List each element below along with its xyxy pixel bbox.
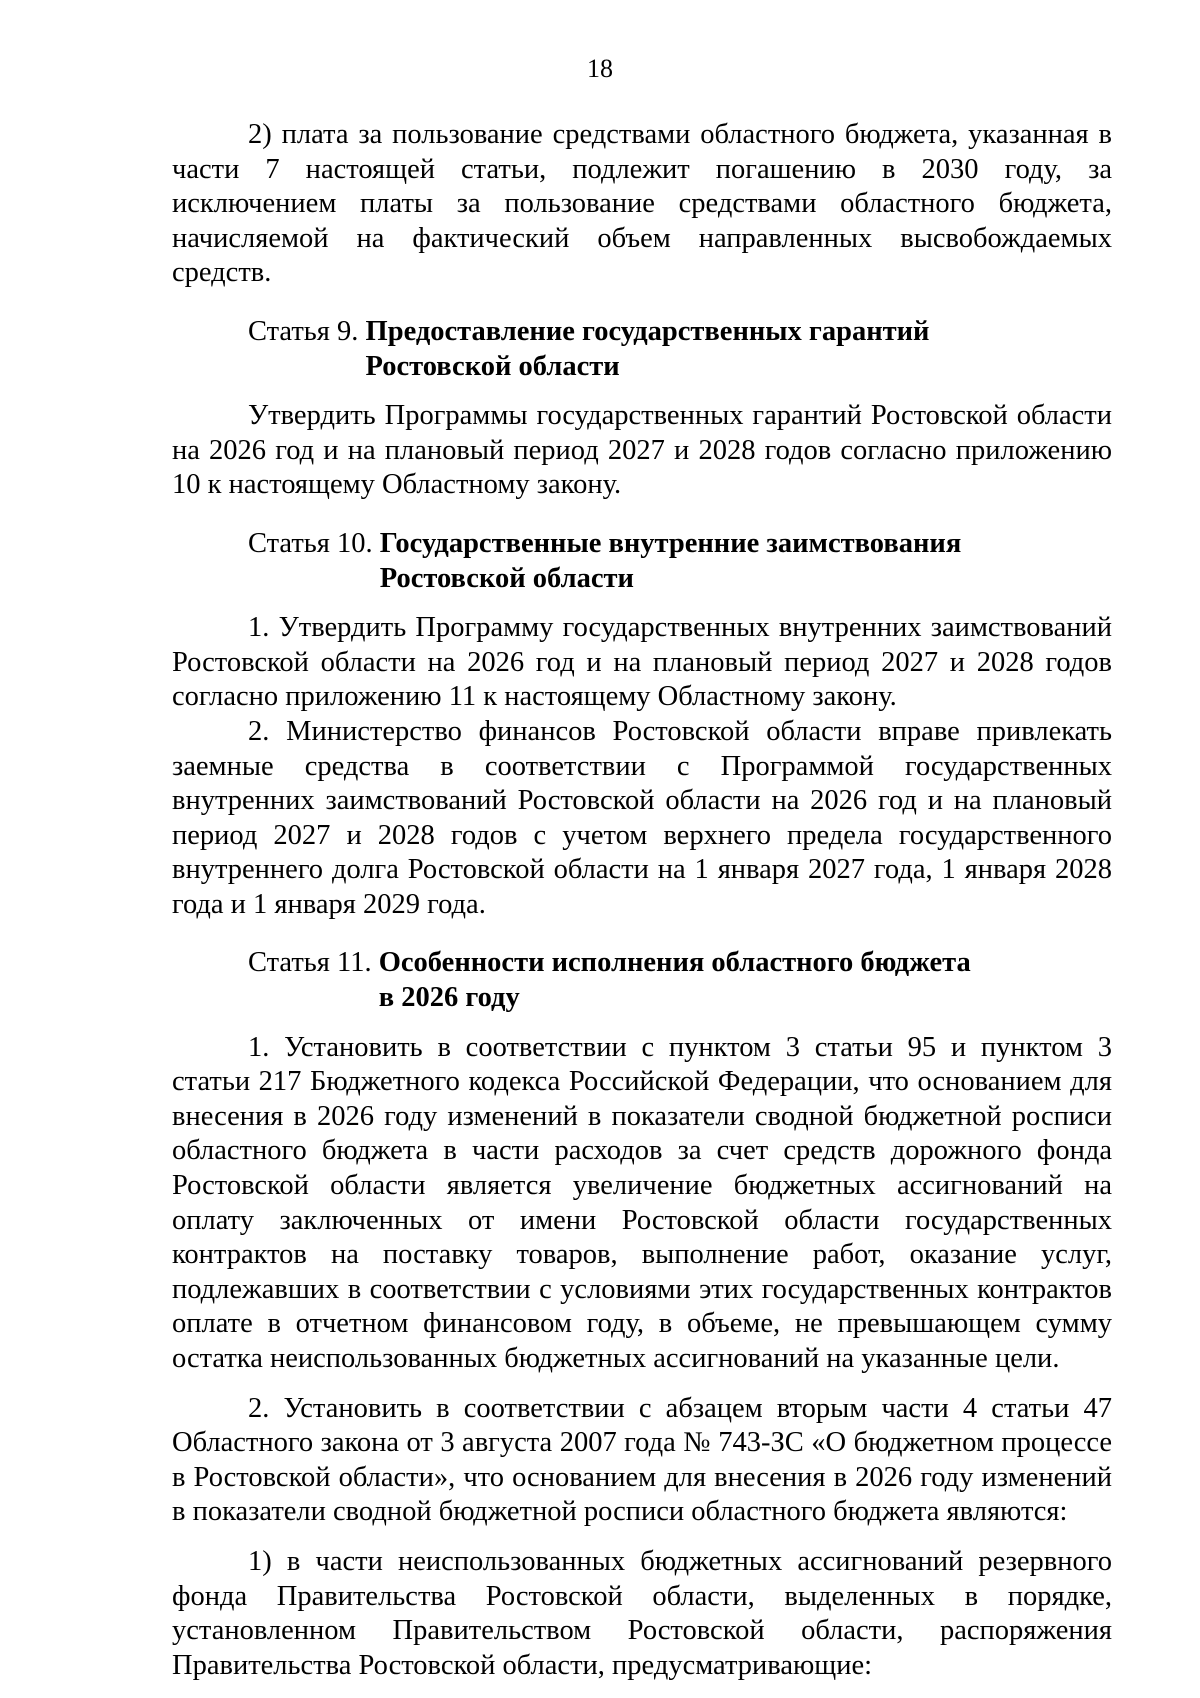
article-11-title-line2: в 2026 году bbox=[378, 982, 520, 1014]
article-10-title-line2: Ростовской области bbox=[379, 562, 634, 594]
article-9-title-line2: Ростовской области bbox=[365, 350, 620, 382]
document-body bbox=[172, 118, 1112, 1683]
page-number: 18 bbox=[587, 54, 613, 83]
paragraph-payment-repayment: 2) плата за пользование средствами областного бюджета, указанная в части 7 настоящей статьи, подлежит погашению в 2030 году, за исключением платы за пользование средствами областного бюджета, начисляемой на фактический объем направленных высвобождаемых средств. bbox=[172, 119, 1112, 289]
article-9-title bbox=[366, 315, 930, 384]
article-9-label: Статья 9. bbox=[248, 315, 366, 347]
article-10-title-line1: Государственные внутренние заимствования bbox=[379, 527, 962, 559]
article-9-title-line1: Предоставление государственных гарантий bbox=[365, 315, 930, 347]
article-11-label: Статья 11. bbox=[248, 947, 379, 979]
article-9-heading bbox=[248, 315, 1112, 384]
article-10-heading bbox=[248, 527, 1112, 596]
paragraph-article-11-item-2: 2. Установить в соответствии с абзацем вторым части 4 статьи 47 Областного закона от 3 августа 2007 года № 743-ЗС «О бюджетном процессе в Ростовской области», что основанием для внесения в 2026 году изменений в показатели сводной бюджетной росписи областного бюджета являются: bbox=[172, 1392, 1112, 1528]
paragraph-article-10-item-2: 2. Министерство финансов Ростовской области вправе привлекать заемные средства в соответствии с Программой государственных внутренних заимствований Ростовской области на 2026 год и на плановый период 2027 и 2028 годов с учетом верхнего предела государственного внутреннего долга Ростовской области на 1 января 2027 года, 1 января 2028 года и 1 января 2029 года. bbox=[172, 715, 1112, 920]
article-11-heading bbox=[248, 946, 1112, 1015]
paragraph-article-11-subitem-1: 1) в части неиспользованных бюджетных ассигнований резервного фонда Правительства Ростовской области, выделенных в порядке, установленном Правительством Ростовской области, распоряжения Правительства Ростовской области, предусматривающие: bbox=[172, 1545, 1112, 1681]
paragraph-article-11-item-1: 1. Установить в соответствии с пунктом 3 статьи 95 и пунктом 3 статьи 217 Бюджетного кодекса Российской Федерации, что основанием для внесения в 2026 году изменений в показатели сводной бюджетной росписи областного бюджета в части расходов за счет средств дорожного фонда Ростовской области является увеличение бюджетных ассигнований на оплату заключенных от имени Ростовской области государственных контрактов на поставку товаров, выполнение работ, оказание услуг, подлежавших в соответствии с условиями этих государственных контрактов оплате в отчетном финансовом году, в объеме, не превышающем сумму остатка неиспользованных бюджетных ассигнований на указанные цели. bbox=[172, 1031, 1112, 1374]
paragraph-article-9: Утвердить Программы государственных гарантий Ростовской области на 2026 год и на плановый период 2027 и 2028 годов согласно приложению 10 к настоящему Областному закону. bbox=[172, 400, 1112, 501]
paragraph-article-10-item-1: 1. Утвердить Программу государственных внутренних заимствований Ростовской области на 2026 год и на плановый период 2027 и 2028 годов согласно приложению 11 к настоящему Областному закону. bbox=[172, 612, 1112, 713]
article-10-title bbox=[380, 527, 961, 596]
article-11-title-line1: Особенности исполнения областного бюджета bbox=[378, 947, 971, 979]
article-11-title bbox=[379, 946, 971, 1015]
article-10-label: Статья 10. bbox=[248, 527, 380, 559]
